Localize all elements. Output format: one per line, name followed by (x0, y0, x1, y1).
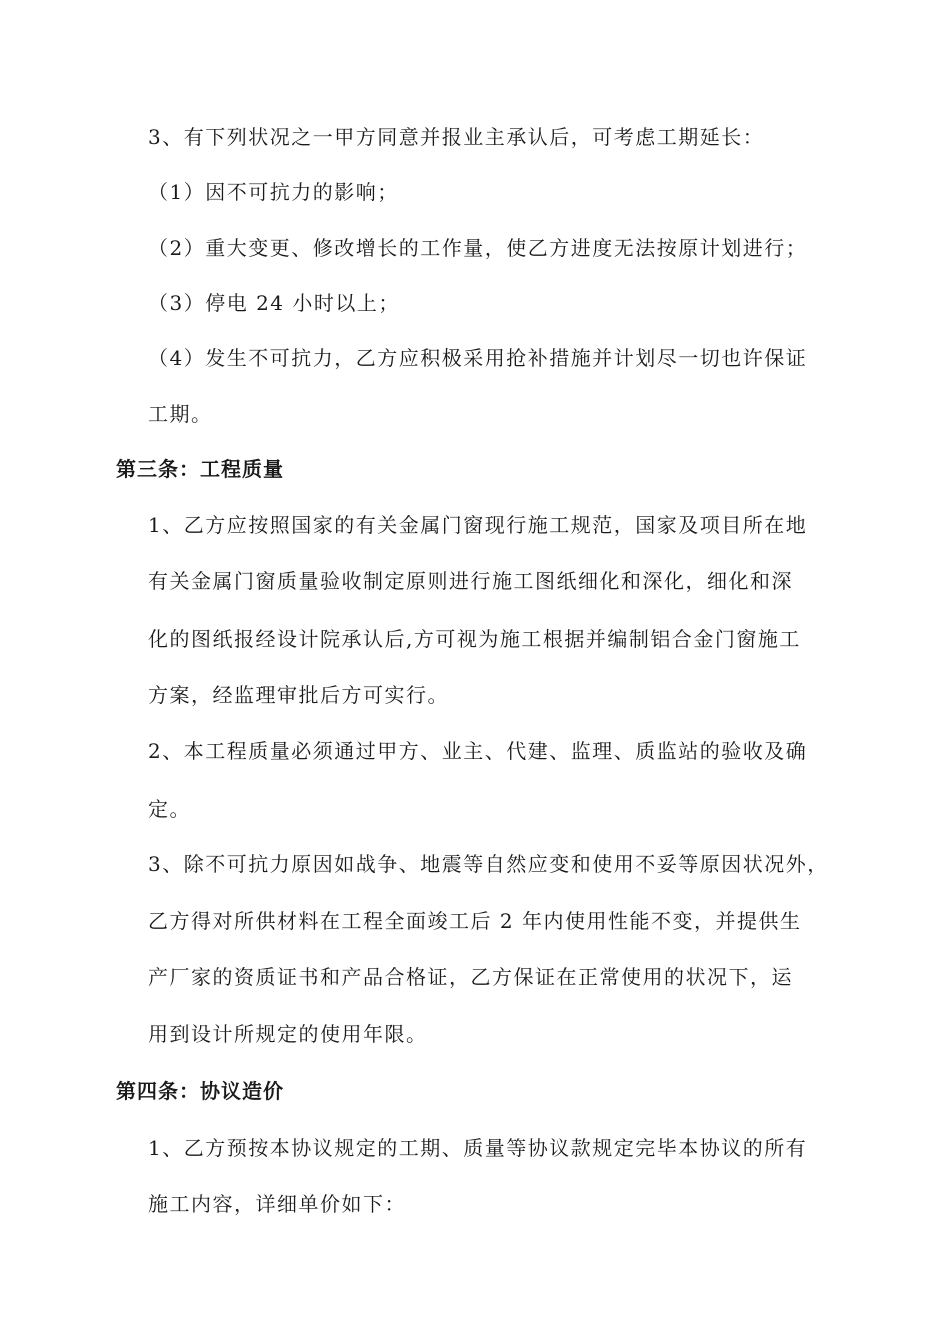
quality-item-2-line-2: 定。 (148, 797, 191, 821)
extension-sub-item-2: （2）重大变更、修改增长的工作量，使乙方进度无法按原计划进行； (148, 236, 808, 260)
extension-item-3-intro: 3、有下列状况之一甲方同意并报业主承认后，可考虑工期延长： (148, 125, 765, 149)
extension-sub-item-1: （1）因不可抗力的影响； (148, 180, 399, 204)
extension-sub-item-4-line-2: 工期。 (148, 402, 213, 426)
clause-3-heading: 第三条：工程质量 (116, 457, 284, 481)
clause-4-heading: 第四条：协议造价 (116, 1079, 284, 1103)
quality-item-3-line-2: 乙方得对所供材料在工程全面竣工后 2 年内使用性能不变，并提供生 (148, 909, 802, 933)
quality-item-1-line-3: 化的图纸报经设计院承认后,方可视为施工根据并编制铝合金门窗施工 (148, 627, 801, 651)
quality-item-1-line-2: 有关金属门窗质量验收制定原则进行施工图纸细化和深化，细化和深 (148, 569, 793, 593)
quality-item-1-line-1: 1、乙方应按照国家的有关金属门窗现行施工规范，国家及项目所在地 (148, 513, 808, 537)
extension-sub-item-4-line-1: （4）发生不可抗力，乙方应积极采用抢补措施并计划尽一切也许保证 (148, 346, 808, 370)
quality-item-3-line-4: 用到设计所规定的使用年限。 (148, 1022, 428, 1046)
quality-item-2-line-1: 2、本工程质量必须通过甲方、业主、代建、监理、质监站的验收及确 (148, 739, 808, 763)
quality-item-3-line-1: 3、除不可抗力原因如战争、地震等自然应变和使用不妥等原因状况外， (148, 852, 829, 876)
quality-item-3-line-3: 产厂家的资质证书和产品合格证，乙方保证在正常使用的状况下，运 (148, 965, 793, 989)
extension-sub-item-3: （3）停电 24 小时以上； (148, 291, 400, 315)
quality-item-1-line-4: 方案，经监理审批后方可实行。 (148, 683, 449, 707)
price-item-1-line-2: 施工内容，详细单价如下： (148, 1192, 406, 1216)
price-item-1-line-1: 1、乙方预按本协议规定的工期、质量等协议款规定完毕本协议的所有 (148, 1136, 808, 1160)
